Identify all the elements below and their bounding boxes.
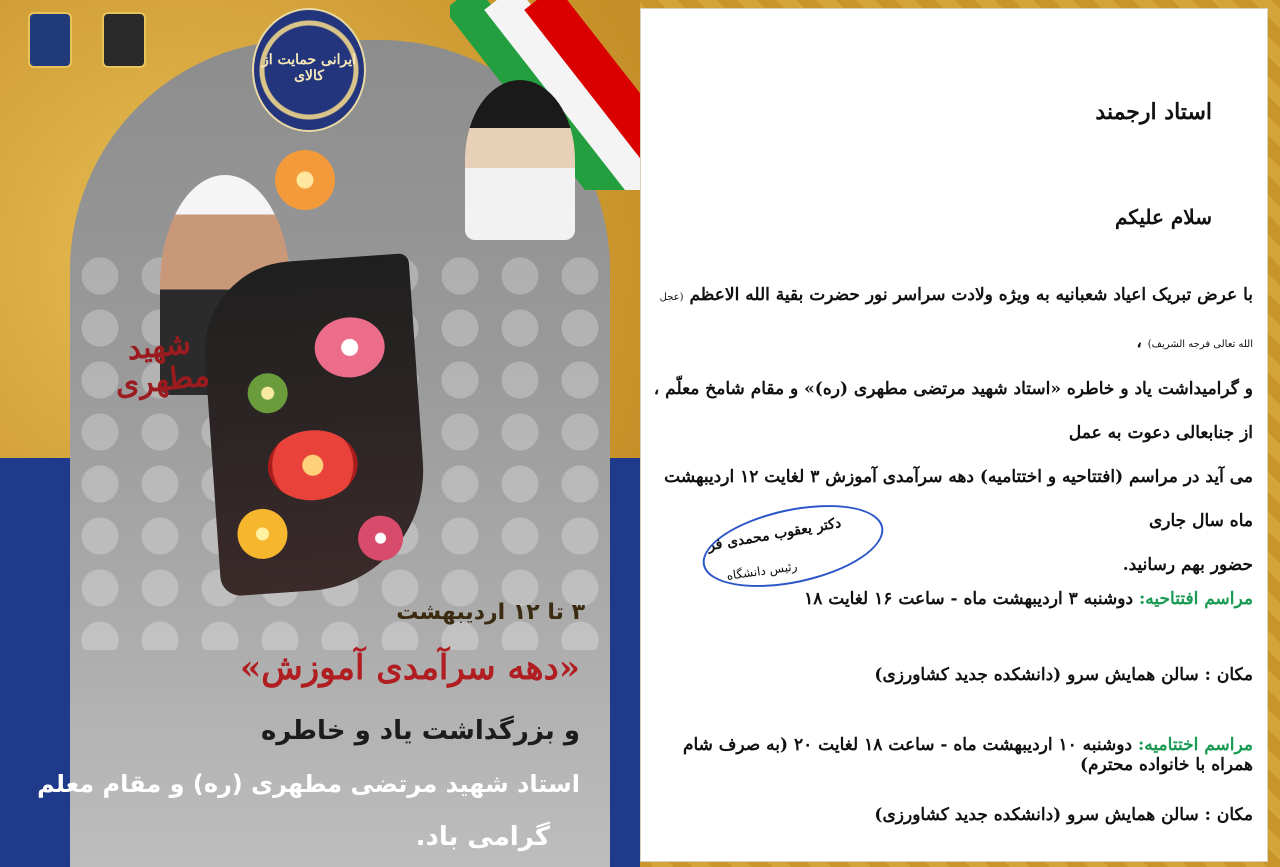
- support-iranian-goods-seal: ایرانی حمایت از کالای: [252, 8, 366, 132]
- poster-line-1: و بزرگداشت یاد و خاطره: [261, 716, 580, 746]
- opening-place: مکان : سالن همایش سرو (دانشکده جدید کشاورزی): [874, 665, 1253, 685]
- opening-text: دوشنبه ۳ اردیبهشت ماه - ساعت ۱۶ لغایت ۱۸: [804, 589, 1134, 609]
- invitation-letter: [640, 8, 1268, 862]
- opening-ceremony: [804, 589, 1253, 609]
- signature-name: دکتر یعقوب محمدی فر: [706, 515, 843, 555]
- body-line-1-note: (عجل الله تعالی فرجه الشریف): [659, 292, 1253, 350]
- signature-role: رئیس دانشگاه: [725, 559, 798, 583]
- flower-bouquet: [199, 253, 432, 597]
- university-logo-right: [102, 12, 146, 68]
- opening-label: مراسم افتتاحیه:: [1138, 589, 1253, 609]
- bird-flower-ornament: [275, 150, 335, 210]
- closing-label: مراسم اختتامیه:: [1138, 735, 1253, 755]
- poster-line-2: استاد شهید مرتضی مطهری (ره) و مقام معلم: [37, 770, 580, 798]
- closing-ceremony: [641, 735, 1253, 775]
- body-line-3: می آید در مراسم (افتتاحیه و اختتامیه) دهه سرآمدی آموزش ۳ لغایت ۱۲ اردیبهشت ماه سال جاری: [664, 467, 1253, 531]
- closing-text: دوشنبه ۱۰ اردیبهشت ماه - ساعت ۱۸ لغایت ۲۰ (به صرف شام همراه با خانواده محترم): [682, 735, 1253, 775]
- body-line-1: با عرض تبریک اعیاد شعبانیه به ویژه ولادت سراسر نور حضرت بقیة الله الاعظم (عجل الله تعالی فرجه الشریف) ،: [659, 285, 1253, 352]
- letter-salam: سلام علیکم: [1115, 205, 1212, 229]
- body-line-2: و گرامیداشت یاد و خاطره «استاد شهید مرتضی مطهری (ره)» و مقام شامخ معلّم ، از جنابعالی دعوت به عمل: [653, 379, 1253, 443]
- portrait-leader: [465, 80, 575, 240]
- letter-greeting: استاد ارجمند: [1095, 99, 1212, 125]
- closing-place: مکان : سالن همایش سرو (دانشکده جدید کشاورزی): [874, 805, 1253, 825]
- poster-dates: ۳ تا ۱۲ اردیبهشت: [396, 600, 585, 625]
- poster-line-3: گرامی باد.: [415, 822, 550, 852]
- martyr-motahari-emblem: شهید مطهری: [113, 325, 212, 403]
- poster-title: «دهه سرآمدی آموزش»: [240, 648, 580, 688]
- body-line-4: حضور بهم رسانید.: [1122, 555, 1253, 575]
- university-logo-left: [28, 12, 72, 68]
